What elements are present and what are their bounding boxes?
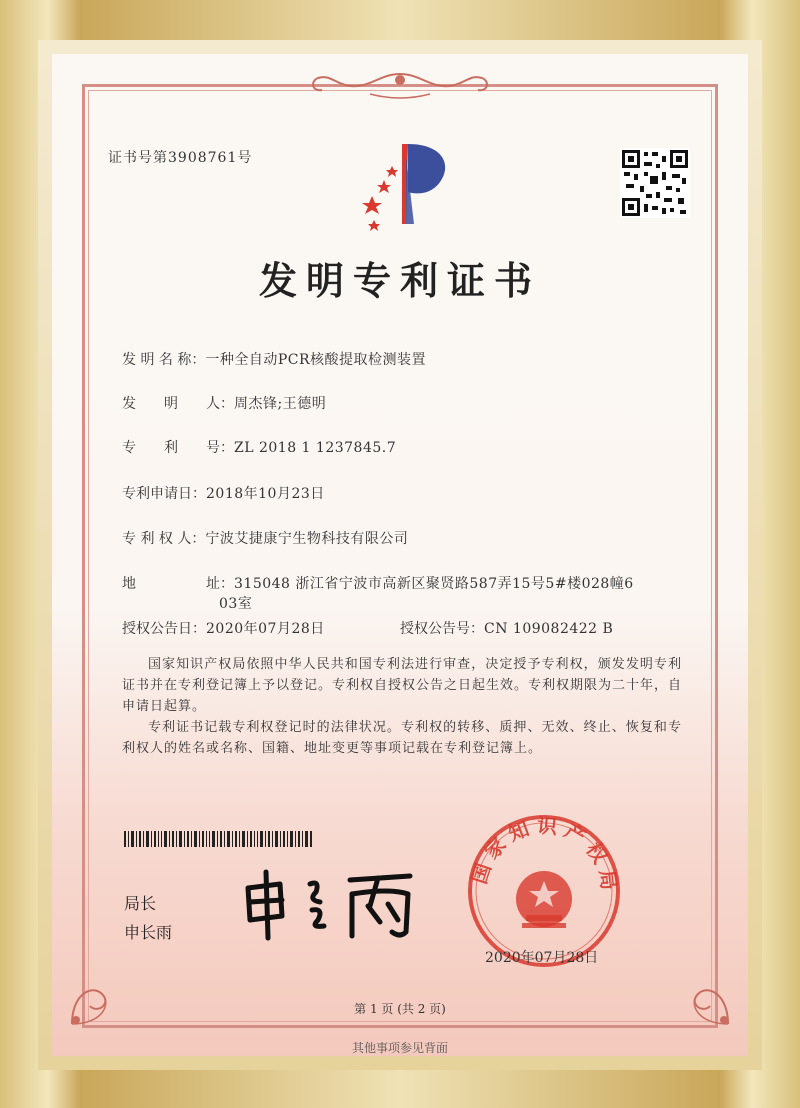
- top-ornament: [300, 68, 500, 102]
- footer-note: 其他事项参见背面: [351, 1041, 448, 1055]
- certificate-number: 证书号第3908761号: [108, 150, 253, 166]
- certificate-title: 发明专利证书: [258, 258, 541, 303]
- field-value: 2020年07月28日: [206, 621, 325, 637]
- field-label: 授权公告日：: [122, 621, 206, 637]
- field-label: 发 明 人：: [122, 396, 234, 412]
- field-label: 授权公告号：: [400, 621, 484, 637]
- field-value: 周杰锋;王德明: [234, 396, 327, 412]
- seal-text: 国家知识产权局: [466, 813, 623, 898]
- page-number: 第 1 页 (共 2 页): [354, 1002, 446, 1016]
- field-address: [122, 573, 634, 593]
- field-patentee: [122, 528, 408, 548]
- field-value: 一种全自动PCR核酸提取检测装置: [205, 352, 427, 368]
- field-value: ZL 2018 1 1237845.7: [234, 440, 397, 456]
- field-patent-number: [122, 437, 396, 457]
- field-application-date: [122, 483, 325, 503]
- field-value: CN 109082422 B: [484, 621, 614, 637]
- field-inventor: [122, 393, 326, 413]
- certificate-paper: [52, 54, 748, 1056]
- seal-date: 2020年07月28日: [485, 950, 599, 966]
- field-address-line2: [219, 593, 252, 613]
- field-label: 专利申请日：: [122, 486, 206, 502]
- field-value: 2018年10月23日: [206, 486, 325, 502]
- field-value: 03室: [219, 596, 253, 612]
- cnipa-logo: [344, 136, 454, 236]
- field-label: 专 利 权 人：: [122, 531, 206, 547]
- director-signature: [240, 866, 450, 946]
- qr-code: [620, 148, 690, 218]
- field-label: 发 明 名 称：: [122, 352, 206, 368]
- director-title: 局长: [124, 894, 157, 913]
- bottom-left-ornament: [62, 964, 132, 1034]
- director-name: 申长雨: [124, 923, 173, 942]
- field-value: 315048 浙江省宁波市高新区聚贤路587弄15号5#楼028幢6: [234, 576, 634, 592]
- field-grant-date: [122, 618, 325, 638]
- field-value: 宁波艾捷康宁生物科技有限公司: [205, 531, 409, 547]
- paragraph-grant: 国家知识产权局依照中华人民共和国专利法进行审查，决定授予专利权，颁发发明专利证书并在专利登记簿上予以登记。专利权自授权公告之日起生效。专利权期限为二十年，自申请日起算。: [122, 657, 683, 714]
- bottom-right-ornament: [668, 964, 738, 1034]
- field-grant-pub-no: [400, 618, 613, 638]
- paragraph-legal: 专利证书记载专利权登记时的法律状况。专利权的转移、质押、无效、终止、恢复和专利权人的姓名或名称、国籍、地址变更等事项记载在专利登记簿上。: [122, 720, 682, 756]
- field-invention-name: [122, 349, 426, 369]
- field-label: 地 址：: [122, 576, 234, 592]
- barcode: [124, 831, 312, 847]
- field-label: 专 利 号：: [122, 440, 234, 456]
